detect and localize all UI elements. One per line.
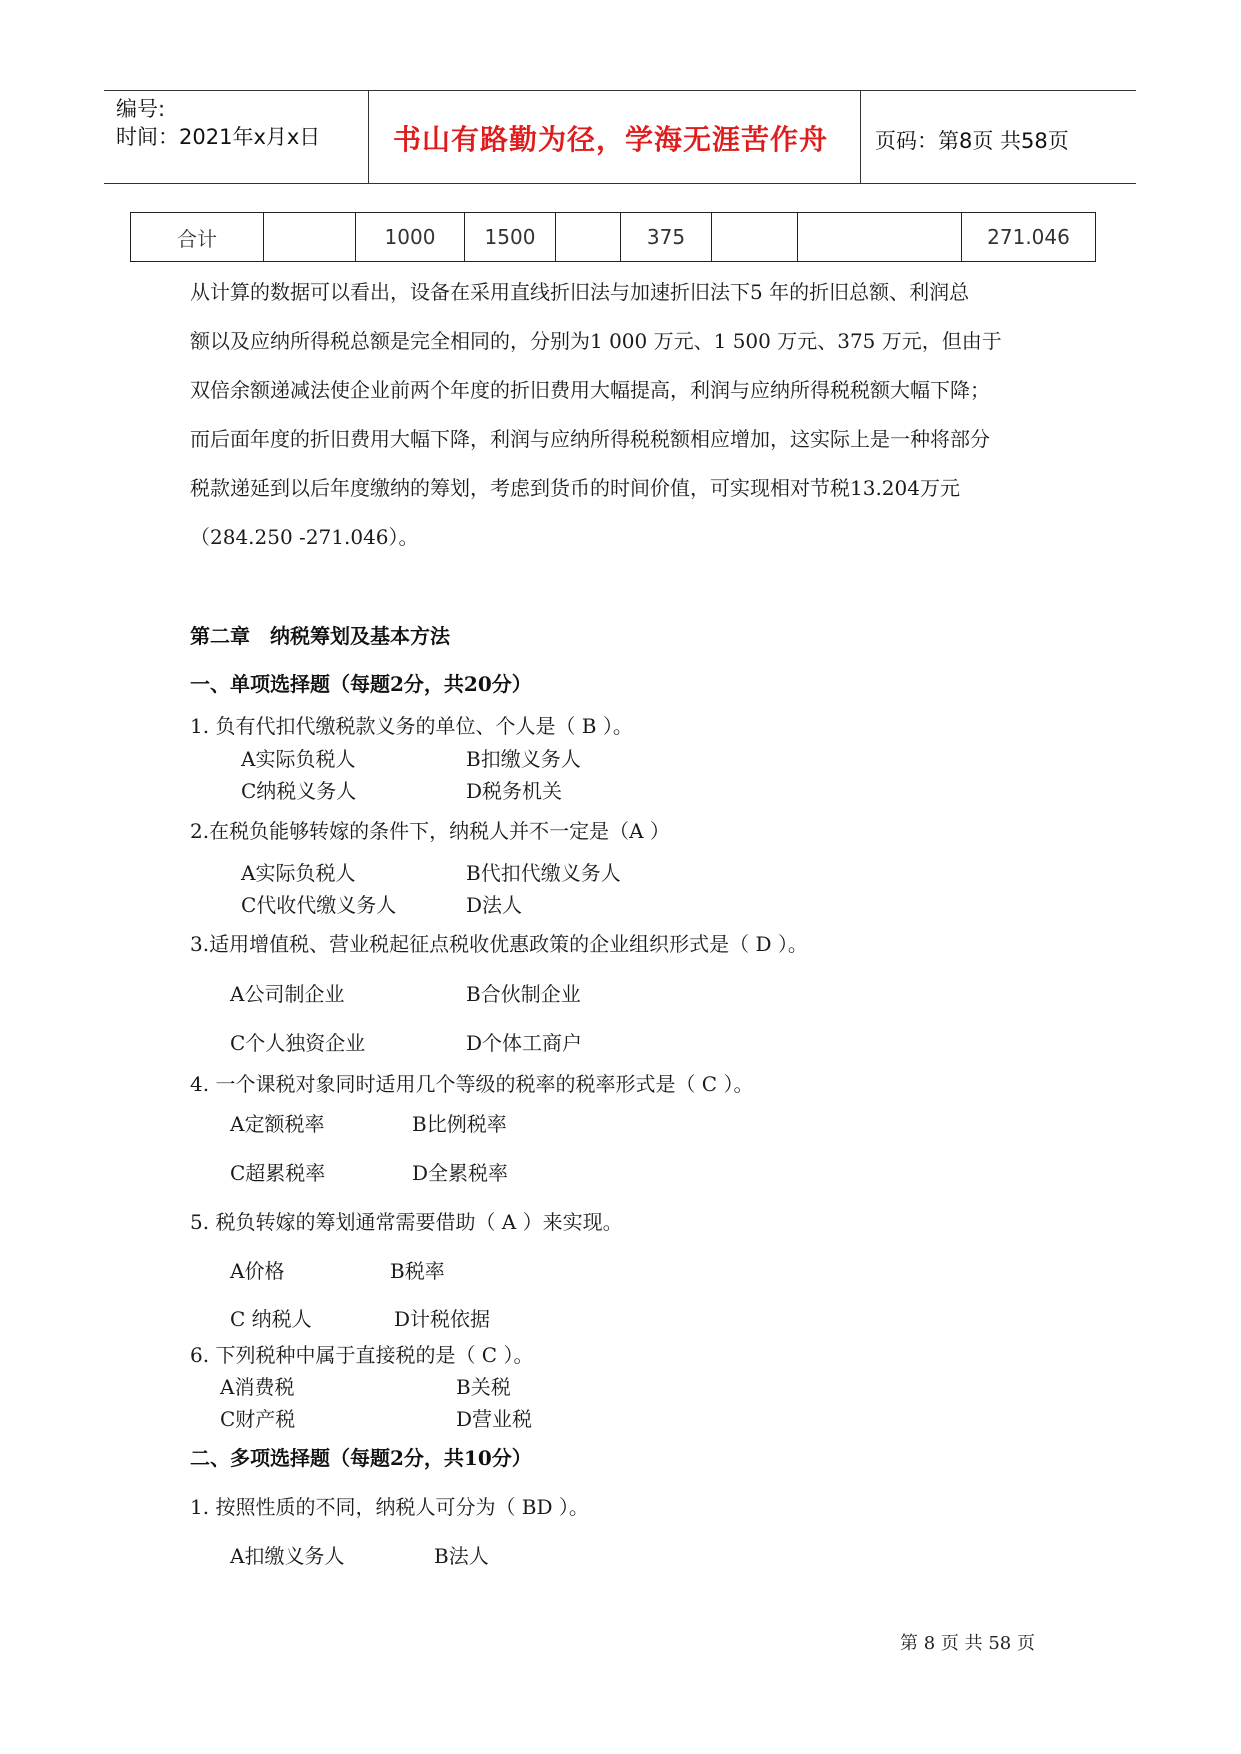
option: D营业税 bbox=[456, 1407, 533, 1431]
option: B比例税率 bbox=[412, 1112, 507, 1136]
option: A消费税 bbox=[220, 1375, 295, 1399]
header-divider-left bbox=[368, 90, 369, 183]
option: D个体工商户 bbox=[466, 1031, 583, 1055]
depreciation-table bbox=[130, 212, 1096, 262]
table-cell bbox=[264, 213, 356, 262]
paragraph-line: 额以及应纳所得税总额是完全相同的，分别为1 000 万元、1 500 万元、375 万元，但由于 bbox=[190, 329, 1002, 353]
table-row bbox=[131, 213, 1096, 262]
question-text: 3.适用增值税、营业税起征点税收优惠政策的企业组织形式是（ D ）。 bbox=[190, 932, 808, 956]
paragraph-line: 双倍余额递减法使企业前两个年度的折旧费用大幅提高，利润与应纳所得税税额大幅下降； bbox=[190, 378, 990, 402]
option: D全累税率 bbox=[412, 1161, 509, 1185]
table-cell: 271.046 bbox=[962, 213, 1096, 262]
question-text: 2.在税负能够转嫁的条件下，纳税人并不一定是（A ） bbox=[190, 819, 670, 843]
option: C个人独资企业 bbox=[230, 1031, 366, 1055]
option: C代收代缴义务人 bbox=[241, 893, 397, 917]
header-time-label: 时间：2021年x月x日 bbox=[116, 125, 321, 149]
option: D法人 bbox=[466, 893, 523, 917]
section-title-multiple-choice: 二、多项选择题（每题2分，共10分） bbox=[190, 1446, 532, 1470]
option: B关税 bbox=[456, 1375, 511, 1399]
paragraph-line: （284.250 -271.046）。 bbox=[190, 525, 419, 549]
option: B法人 bbox=[434, 1544, 489, 1568]
table-cell bbox=[712, 213, 798, 262]
option: D税务机关 bbox=[466, 779, 563, 803]
option: B扣缴义务人 bbox=[466, 747, 581, 771]
table-cell: 合计 bbox=[131, 213, 264, 262]
header-motto: 书山有路勤为径，学海无涯苦作舟 bbox=[393, 123, 829, 156]
option: C财产税 bbox=[220, 1407, 296, 1431]
question-text: 1. 按照性质的不同，纳税人可分为（ BD ）。 bbox=[190, 1495, 589, 1519]
option: B代扣代缴义务人 bbox=[466, 861, 621, 885]
header-bottom-rule bbox=[104, 183, 1136, 184]
header-number-label: 编号: bbox=[116, 97, 166, 121]
header-top-rule bbox=[104, 90, 1136, 91]
question-text: 1. 负有代扣代缴税款义务的单位、个人是（ B ）。 bbox=[190, 714, 633, 738]
section-title-single-choice: 一、单项选择题（每题2分，共20分） bbox=[190, 672, 532, 696]
chapter-title: 第二章 纳税筹划及基本方法 bbox=[190, 624, 450, 648]
table-cell: 375 bbox=[621, 213, 712, 262]
table-cell: 1000 bbox=[356, 213, 465, 262]
option: C超累税率 bbox=[230, 1161, 326, 1185]
option: B税率 bbox=[390, 1259, 445, 1283]
option: A实际负税人 bbox=[241, 747, 356, 771]
option: C纳税义务人 bbox=[241, 779, 357, 803]
paragraph-line: 从计算的数据可以看出，设备在采用直线折旧法与加速折旧法下5 年的折旧总额、利润总 bbox=[190, 280, 970, 304]
table-cell bbox=[556, 213, 621, 262]
paragraph-line: 税款递延到以后年度缴纳的筹划，考虑到货币的时间价值，可实现相对节税13.204万元 bbox=[190, 476, 960, 500]
option: A定额税率 bbox=[230, 1112, 325, 1136]
paragraph-line: 而后面年度的折旧费用大幅下降，利润与应纳所得税税额相应增加，这实际上是一种将部分 bbox=[190, 427, 990, 451]
option: A公司制企业 bbox=[230, 982, 345, 1006]
page-footer: 第 8 页 共 58 页 bbox=[900, 1633, 1035, 1654]
option: A扣缴义务人 bbox=[230, 1544, 345, 1568]
option: C 纳税人 bbox=[230, 1307, 312, 1331]
header-divider-right bbox=[860, 90, 861, 183]
table-cell: 1500 bbox=[465, 213, 556, 262]
option: A价格 bbox=[230, 1259, 285, 1283]
option: A实际负税人 bbox=[241, 861, 356, 885]
question-text: 4. 一个课税对象同时适用几个等级的税率的税率形式是（ C ）。 bbox=[190, 1072, 754, 1096]
table-cell bbox=[798, 213, 962, 262]
question-text: 6. 下列税种中属于直接税的是（ C ）。 bbox=[190, 1343, 534, 1367]
option: B合伙制企业 bbox=[466, 982, 581, 1006]
header-page-label: 页码：第8页 共58页 bbox=[875, 129, 1069, 153]
option: D计税依据 bbox=[394, 1307, 491, 1331]
question-text: 5. 税负转嫁的筹划通常需要借助（ A ）来实现。 bbox=[190, 1210, 623, 1234]
